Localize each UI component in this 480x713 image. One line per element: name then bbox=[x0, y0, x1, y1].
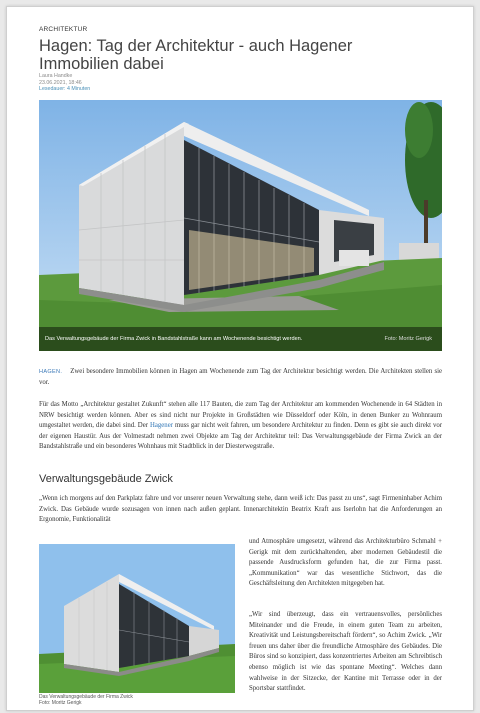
second-image-caption bbox=[39, 694, 133, 706]
second-image-caption-text: Das Verwaltungsgebäude der Firma Zwick bbox=[39, 694, 133, 700]
lead-text: Zwei besondere Immobilien können in Hagen am Wochenende zum Tag der Architektur besichtigt werden. Die Architekten stellen sie vor. bbox=[39, 368, 442, 386]
building-photo-2 bbox=[39, 544, 235, 693]
article-title: Hagen: Tag der Architektur - auch Hagener Immobilien dabei bbox=[39, 37, 353, 73]
paragraph-1-text-a: Für das Motto „Architektur gestaltet Zukunft“ stehen alle 117 Bauten, die zum Tag der Architektur am kommenden Wochenende in 64 Städten in NRW besichtigt werden können. Aber es sind nicht nur Projekte in Großstädten wie Düsseldorf oder Köln, in denen Bunker zu Wohnraum umgestaltet werden, die dabei sind. Der bbox=[39, 401, 442, 430]
publish-date: 23.06.2021, 18:46 bbox=[39, 79, 82, 86]
hagener-link[interactable]: Hagener bbox=[149, 422, 173, 430]
paragraph-2: „Wenn ich morgens auf den Parkplatz fahre und vor unserer neuen Verwaltung stehe, dann weiß ich: Das passt zu uns“, sagt Firmeninhaber Achim Zwick. Das Gebäude wurde sozusagen von innen nach außen geplant. Innenarchitektin Beatrix Kraft aus Iserlohn hat die Anforderungen an Ergonomie, Funktionalität bbox=[39, 495, 442, 524]
second-image[interactable] bbox=[39, 544, 235, 693]
article-kicker: ARCHITEKTUR bbox=[39, 26, 88, 33]
author-link[interactable]: Laura Handke bbox=[39, 73, 73, 79]
section-heading: Verwaltungsgebäude Zwick bbox=[39, 473, 173, 485]
reading-time: Lesedauer: 4 Minuten bbox=[39, 86, 91, 92]
dateline-city: HAGEN. bbox=[39, 369, 63, 375]
hero-image[interactable] bbox=[39, 100, 442, 351]
hero-credit: Foto: Moritz Gerigk bbox=[384, 336, 432, 342]
second-image-credit: Foto: Moritz Gerigk bbox=[39, 700, 82, 706]
article-meta bbox=[39, 73, 90, 93]
paragraph-4: „Wir sind überzeugt, dass ein vertrauensvolles, persönliches Miteinander und die Freude, in einem guten Team zu arbeiten, Kreativität und Leistungsbereitschaft fördern“, so Achim Zwick. „Wir freuen uns daher über die freundliche Atmosphäre des Gebäudes. Die Büros sind so konzipiert, dass konzentriertes Arbeiten am Schreibtisch ebenso möglich ist wie das spontane Meeting“. Welches dann wahlweise in der Sitzecke, der Kantine mit Terrasse oder in der Sportsbar stattfindet. bbox=[249, 611, 442, 693]
paragraph-1-text-b: muss gar nicht weit fahren, um besondere Architektur zu finden. Denn es gibt sie auch direkt vor der eigenen Haustür. Aus der Volmestadt nehmen zwei Objekte am Tag der Architektur teil: Das Verwaltungsgebäude der Firma Zwick an der Bandstahlstraße und ein besonderes Wohnhaus mit Stadtblick in der Diesterwegstraße. bbox=[39, 422, 443, 451]
article-page bbox=[6, 6, 474, 711]
lead-paragraph bbox=[39, 367, 442, 388]
building-photo bbox=[39, 100, 442, 351]
hero-caption bbox=[39, 327, 442, 351]
paragraph-1 bbox=[39, 400, 442, 453]
hero-caption-text: Das Verwaltungsgebäude der Firma Zwick in Bandstahlstraße kann am Wochenende besichtigt werden. bbox=[45, 336, 303, 342]
paragraph-3: und Atmosphäre umgesetzt, während das Architekturbüro Schmahl + Gerigk mit dem zurückhaltenden, aber modernen Gebäudestil die passende Ausdrucksform gefunden hat, die zur Firma passt. „Kommunikation“ war das wesentliche Stichwort, das die Geschäftsleitung den Architekten mitgegeben hat. bbox=[249, 538, 442, 588]
